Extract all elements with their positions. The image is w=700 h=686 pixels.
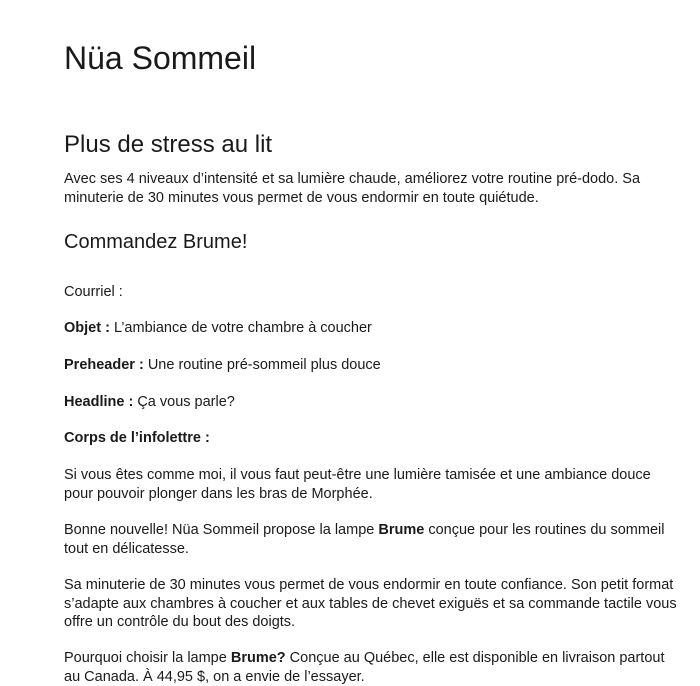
headline-value: Ça vous parle? [133, 394, 235, 410]
body-paragraph-1 [64, 466, 654, 503]
section-heading-stress: Plus de stress au lit [64, 130, 272, 160]
body-paragraph-2 [64, 521, 654, 558]
corps-label: Corps de l’infolettre : [64, 430, 210, 446]
corps-line [64, 429, 654, 448]
paragraph-line: Avec ses 4 niveaux d’intensité et sa lumière chaude, améliorez votre routine pré-dodo. Sa [64, 170, 654, 189]
objet-line [64, 319, 654, 338]
para2-text-post: conçue pour les routines du sommeil [424, 522, 664, 538]
para4-text-pre: Pourquoi choisir la lampe [64, 650, 231, 666]
paragraph-line [64, 521, 654, 540]
headline-line [64, 393, 654, 412]
paragraph-line: s’adapte aux chambres à coucher et aux tables de chevet exiguës et sa commande tactile vous [64, 595, 654, 614]
objet-label: Objet : [64, 320, 110, 336]
paragraph-line: pour pouvoir plonger dans les bras de Morphée. [64, 485, 654, 504]
product-name-brume: Brume [378, 522, 424, 538]
para4-text-post: Conçue au Québec, elle est disponible en livraison partout [286, 650, 665, 666]
paragraph-line: au Canada. À 44,95 $, on a envie de l’essayer. [64, 668, 654, 686]
para2-text-pre: Bonne nouvelle! Nüa Sommeil propose la lampe [64, 522, 378, 538]
paragraph-line: offre un contrôle du bout des doigts. [64, 613, 654, 632]
paragraph-line: Sa minuterie de 30 minutes vous permet de vous endormir en toute confiance. Son petit format [64, 576, 654, 595]
paragraph-line: Si vous êtes comme moi, il vous faut peut-être une lumière tamisée et une ambiance douce [64, 466, 654, 485]
section-intro-paragraph [64, 170, 654, 207]
preheader-line [64, 356, 654, 375]
document-title: Nüa Sommeil [64, 38, 256, 78]
paragraph-line: minuterie de 30 minutes vous permet de vous endormir en toute quiétude. [64, 189, 654, 208]
section-heading-order: Commandez Brume! [64, 229, 247, 255]
paragraph-line: tout en délicatesse. [64, 540, 654, 559]
product-name-brume-question: Brume? [231, 650, 286, 666]
headline-label: Headline : [64, 394, 133, 410]
corps-row [64, 429, 654, 448]
body-paragraph-4 [64, 649, 654, 686]
paragraph-line [64, 649, 654, 668]
preheader-row [64, 356, 654, 375]
objet-row [64, 319, 654, 338]
headline-row [64, 393, 654, 412]
body-paragraph-3 [64, 576, 654, 632]
objet-value: L’ambiance de votre chambre à coucher [110, 320, 372, 336]
courriel-text: Courriel : [64, 283, 654, 302]
courriel-label [64, 283, 654, 302]
preheader-value: Une routine pré-sommeil plus douce [144, 357, 381, 373]
preheader-label: Preheader : [64, 357, 144, 373]
